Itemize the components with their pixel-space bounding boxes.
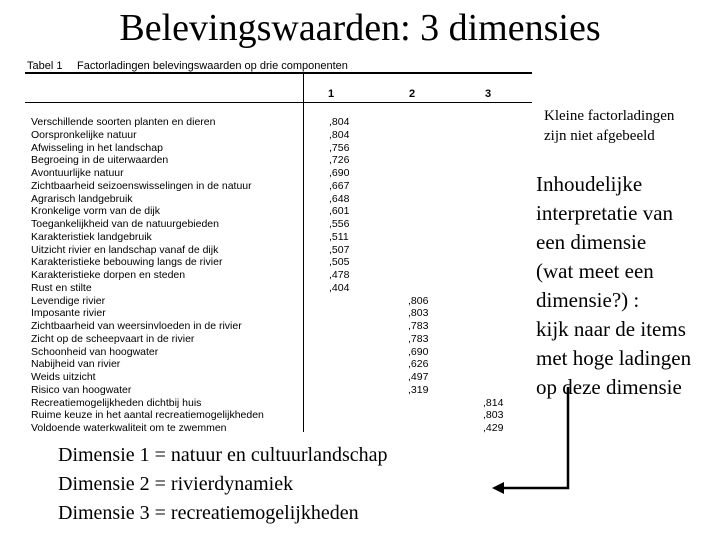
loading-dim1: ,804 [329, 116, 350, 128]
table-row [25, 333, 532, 346]
row-label: Karakteristieke dorpen en steden [31, 269, 186, 281]
row-label: Uitzicht rivier en landschap vanaf de dijk [31, 243, 219, 256]
row-label: Oorspronkelijke natuur [31, 128, 137, 141]
row-label: Rust en stilte [31, 281, 92, 294]
loading-dim2: ,806 [408, 294, 429, 307]
row-label: Recreatiemogelijkheden dichtbij huis [31, 396, 202, 409]
interpretation-line: Inhoudelijke [536, 172, 643, 196]
loading-dim1: ,507 [329, 243, 350, 256]
loading-dim1: ,505 [329, 256, 350, 269]
row-label: Schoonheid van hoogwater [31, 345, 159, 358]
loading-dim2: ,626 [408, 358, 429, 371]
row-label: Kronkelige vorm van de dijk [31, 205, 160, 218]
loading-dim1: ,601 [329, 205, 350, 218]
interpretation-text [536, 170, 691, 402]
loading-dim1: ,556 [329, 218, 350, 230]
table-row [25, 256, 532, 269]
loading-dim2: ,783 [408, 320, 429, 332]
loading-dim2: ,319 [408, 383, 429, 396]
row-label: Karakteristieke bebouwing langs de rivier [31, 256, 223, 269]
row-label: Avontuurlijke natuur [31, 167, 124, 179]
table-row [25, 142, 532, 155]
table-row [25, 180, 532, 193]
note-line: Kleine factorladingen [544, 108, 675, 124]
row-label: Zicht op de scheepvaart in de rivier [31, 332, 195, 345]
loading-dim2: ,497 [408, 371, 429, 383]
loading-dim1: ,478 [329, 269, 350, 281]
table-header-rule [25, 102, 532, 103]
loading-dim2: ,690 [408, 345, 429, 358]
factor-loadings-table [25, 60, 532, 432]
row-label: Zichtbaarheid seizoenswisselingen in de natuur [31, 179, 252, 192]
slide-title: Belevingswaarden: 3 dimensies [119, 7, 601, 49]
dimension-summary [58, 441, 388, 528]
dimension-3-text: Dimensie 3 = recreatiemogelijkheden [58, 502, 359, 524]
interpretation-line: een dimensie [536, 230, 647, 254]
row-label: Zichtbaarheid van weersinvloeden in de rivier [31, 320, 242, 332]
loading-dim2: ,803 [408, 307, 429, 320]
row-label: Karakteristiek landgebruik [31, 230, 152, 243]
table-header-2: 2 [409, 88, 416, 100]
table-row [25, 231, 532, 244]
table-row [25, 244, 532, 257]
table-row [25, 384, 532, 397]
interpretation-line: op deze dimensie [536, 375, 682, 399]
loading-dim1: ,690 [329, 167, 350, 179]
small-loadings-note [544, 106, 674, 146]
loading-dim1: ,756 [329, 141, 350, 154]
loading-dim1: ,667 [329, 179, 350, 192]
table-top-rule [25, 72, 532, 74]
interpretation-line: dimensie?) : [536, 288, 640, 312]
table-row [25, 269, 532, 282]
row-label: Afwisseling in het landschap [31, 141, 163, 154]
interpretation-line: (wat meet een [536, 259, 654, 283]
table-row [25, 154, 532, 167]
table-row [25, 346, 532, 359]
table-row [25, 422, 532, 435]
table-row [25, 358, 532, 371]
row-label: Levendige rivier [31, 294, 106, 307]
row-label: Nabijheid van rivier [31, 358, 121, 371]
loading-dim3: ,803 [483, 409, 504, 422]
table-row [25, 193, 532, 206]
table-row [25, 371, 532, 384]
table-body [25, 116, 532, 435]
table-row [25, 282, 532, 295]
dimension-2-text: Dimensie 2 = rivierdynamiek [58, 473, 294, 495]
row-label: Verschillende soorten planten en dieren [31, 116, 216, 128]
table-row [25, 167, 532, 180]
interpretation-line: met hoge ladingen [536, 346, 692, 370]
loading-dim1: ,726 [329, 154, 350, 167]
table-row [25, 320, 532, 333]
row-label: Weids uitzicht [31, 371, 96, 383]
table-header-1: 1 [328, 88, 335, 100]
table-caption-number: Tabel 1 [27, 60, 63, 72]
loading-dim2: ,783 [408, 332, 429, 345]
row-label: Voldoende waterkwaliteit om te zwemmen [31, 422, 227, 434]
loading-dim1: ,648 [329, 192, 350, 205]
row-label: Risico van hoogwater [31, 383, 132, 396]
loading-dim3: ,429 [483, 422, 504, 434]
row-label: Imposante rivier [31, 307, 106, 320]
row-label: Agrarisch landgebruik [31, 192, 133, 205]
arrow-icon [490, 385, 580, 505]
loading-dim1: ,404 [329, 281, 350, 294]
note-line: zijn niet afgebeeld [544, 128, 655, 144]
loading-dim1: ,511 [329, 230, 349, 243]
table-caption [27, 60, 348, 72]
table-row [25, 397, 532, 410]
table-header-3: 3 [485, 88, 492, 100]
table-row [25, 129, 532, 142]
loading-dim3: ,814 [483, 396, 504, 409]
table-row [25, 409, 532, 422]
table-row [25, 218, 532, 231]
table-row [25, 307, 532, 320]
table-row [25, 205, 532, 218]
row-label: Begroeing in de uiterwaarden [31, 154, 169, 167]
interpretation-line: kijk naar de items [536, 317, 686, 341]
table-row [25, 116, 532, 129]
table-row [25, 295, 532, 308]
interpretation-line: interpretatie van [536, 201, 674, 225]
row-label: Ruime keuze in het aantal recreatiemogelijkheden [31, 409, 264, 422]
dimension-1-text: Dimensie 1 = natuur en cultuurlandschap [58, 444, 388, 466]
loading-dim1: ,804 [329, 128, 350, 141]
table-caption-text: Factorladingen belevingswaarden op drie componenten [77, 60, 348, 72]
row-label: Toegankelijkheid van de natuurgebieden [31, 218, 219, 230]
